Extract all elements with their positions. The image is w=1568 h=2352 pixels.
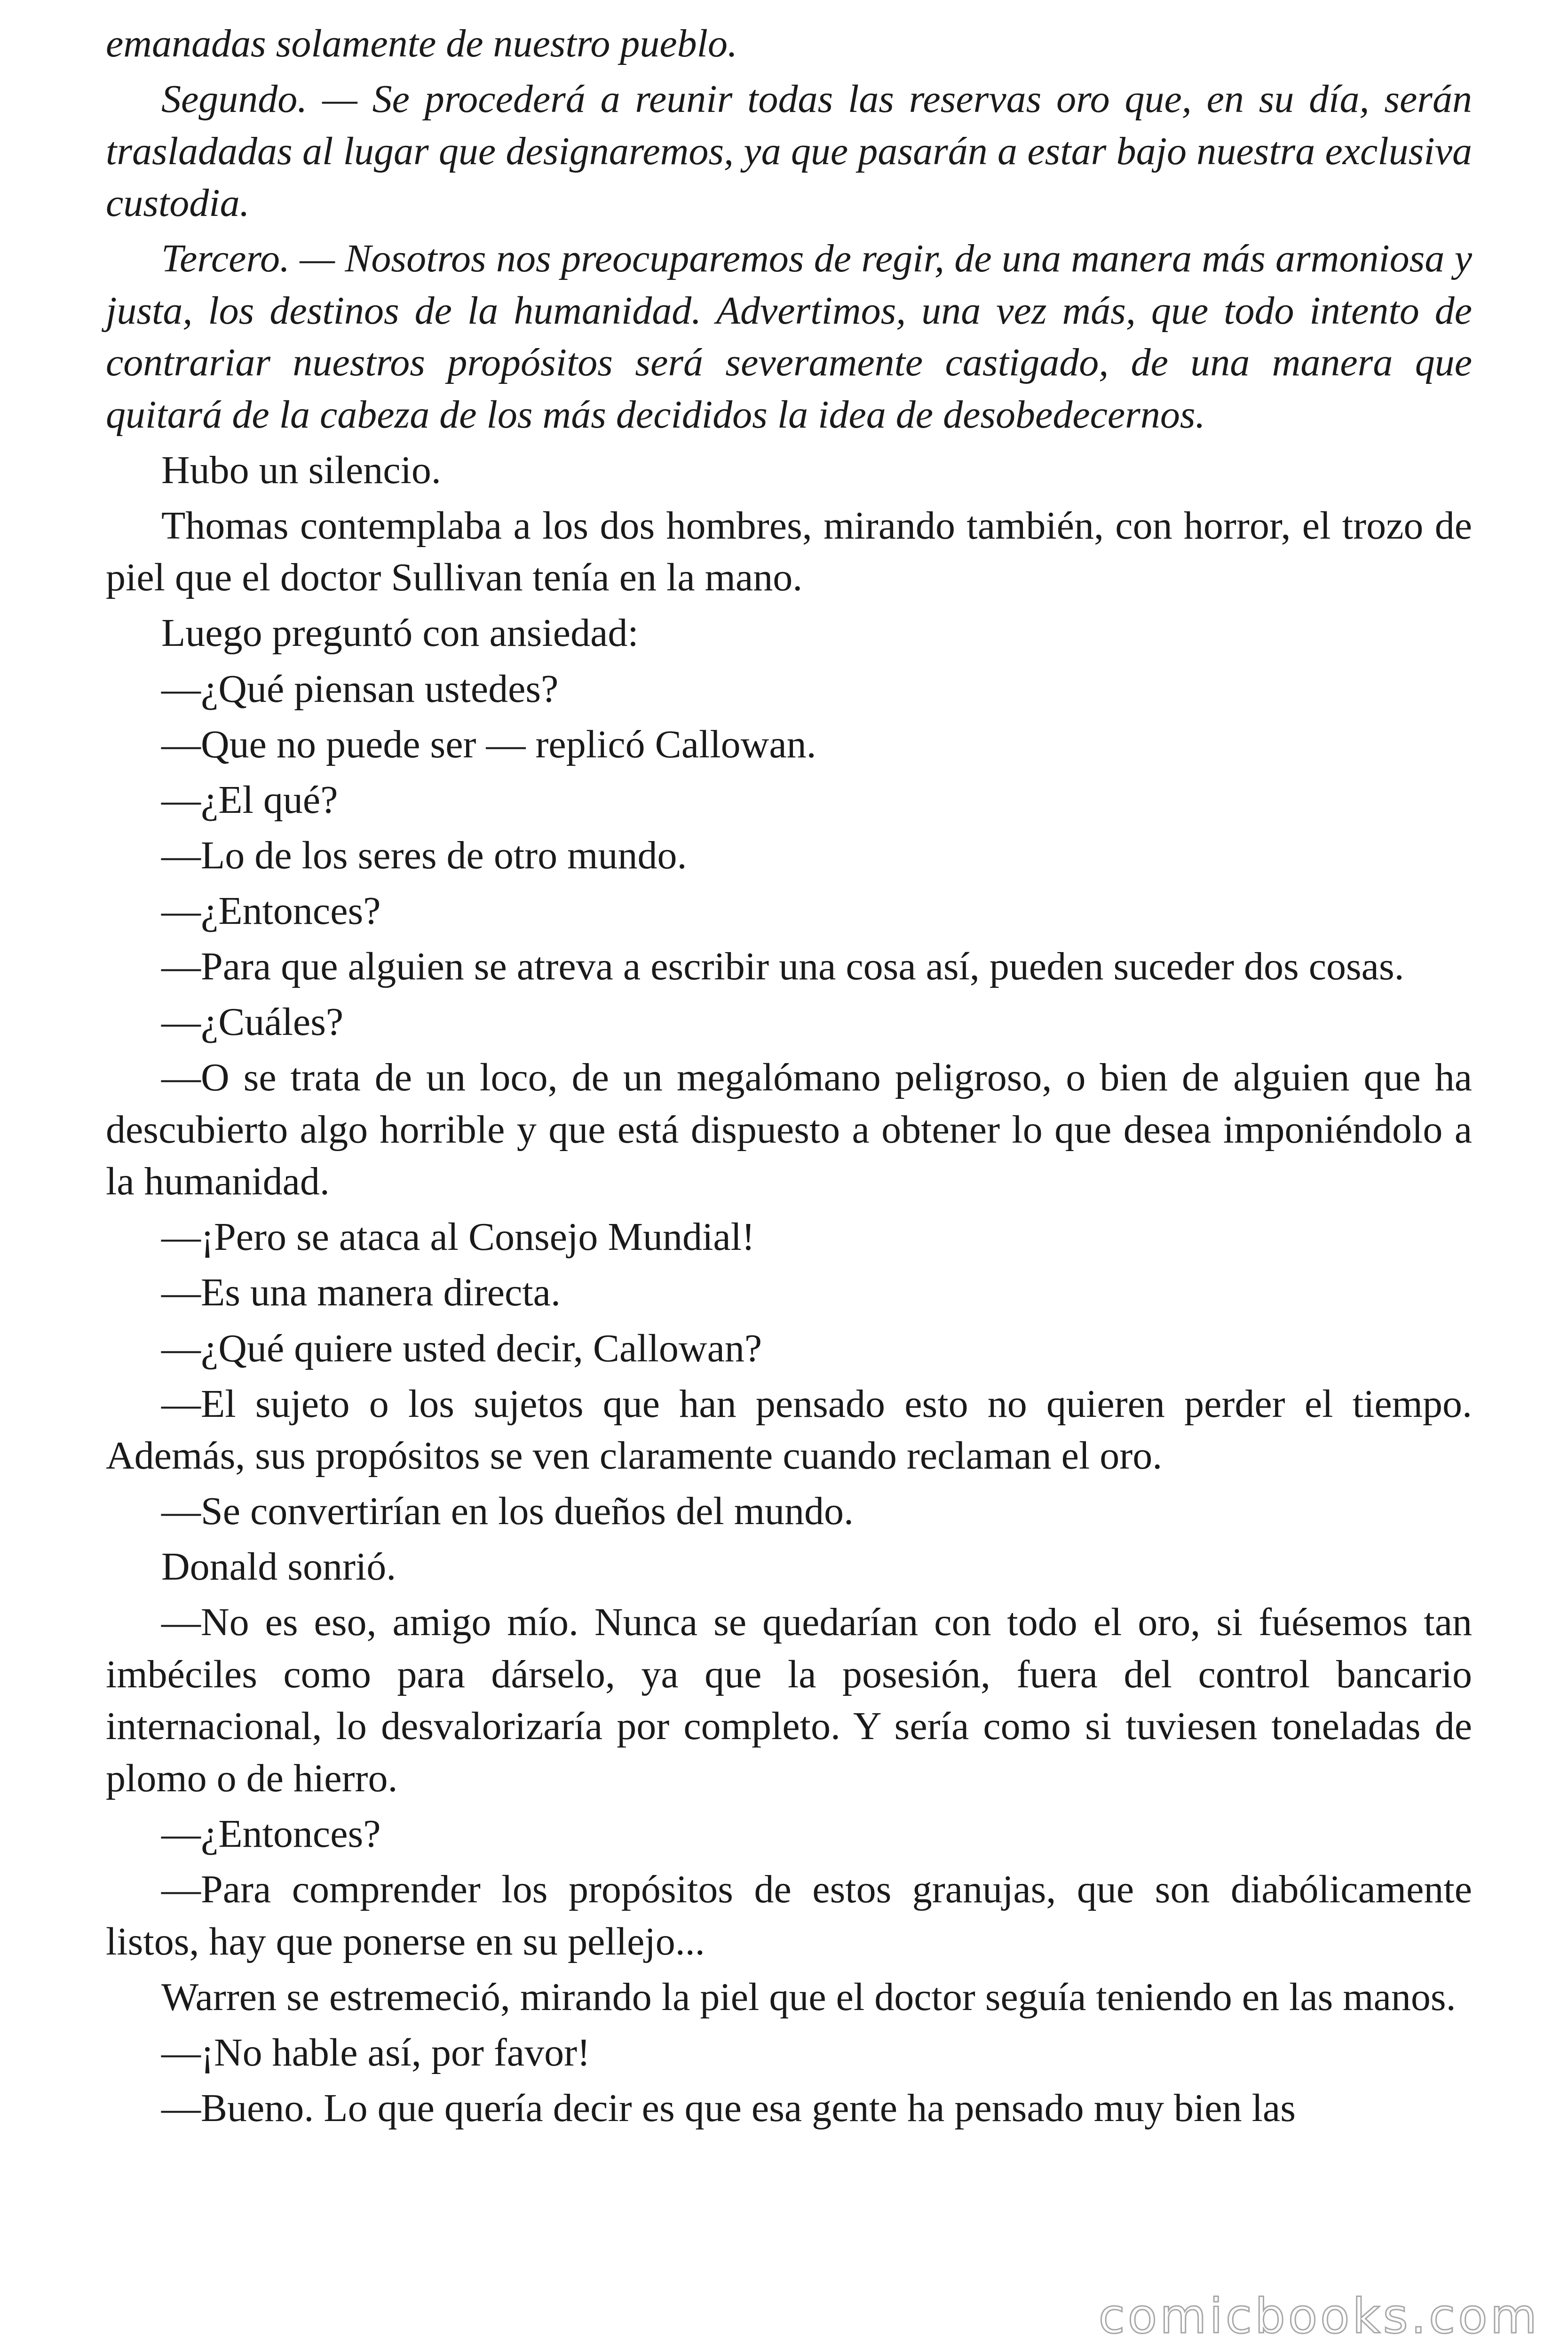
dialogue-line: —¡No hable así, por favor! [161,2030,591,2074]
dialogue-line: —¿El qué? [161,778,338,822]
dialogue-line: —¿Entonces? [161,889,381,933]
dialogue-line: —Se convertirían en los dueños del mundo. [161,1489,854,1534]
dialogue-line: —¿Entonces? [161,1812,381,1856]
dialogue-line: —¡Pero se ataca al Consejo Mundial! [161,1215,755,1259]
dialogue-line: —¿Qué quiere usted decir, Callowan? [161,1326,762,1370]
dialogue-line: —No es eso, amigo mío. Nunca se quedarían con todo el oro, si fuésemos tan imbéciles como para dárselo, ya que la posesión, fuera del control bancario internacional, lo desvalorizaría por completo. Y sería como si tuviesen toneladas de plomo o de hierro. [106,1600,1472,1800]
paragraph: Hubo un silencio. [161,448,441,492]
paragraph: Luego preguntó con ansiedad: [161,611,639,655]
dialogue-line: —Para comprender los propósitos de estos granujas, que son diabólicamente listos, hay que ponerse en su pellejo... [106,1867,1472,1963]
dialogue-line: —Lo de los seres de otro mundo. [161,833,687,877]
paragraph: Segundo. — Se procederá a reunir todas las reservas oro que, en su día, serán trasladadas al lugar que designaremos, ya que pasarán a estar bajo nuestra exclusiva custodia. [106,77,1472,225]
dialogue-line: —El sujeto o los sujetos que han pensado esto no quieren perder el tiempo. Además, sus propósitos se ven claramente cuando reclaman el oro. [106,1382,1472,1478]
dialogue-line: —O se trata de un loco, de un megalómano peligroso, o bien de alguien que ha descubierto algo horrible y que está dispuesto a obtener lo que desea imponiéndolo a la humanidad. [106,1056,1472,1204]
dialogue-line: —Que no puede ser — replicó Callowan. [161,722,816,766]
dialogue-line: —Bueno. Lo que quería decir es que esa gente ha pensado muy bien las [161,2086,1296,2130]
paragraph: Donald sonrió. [161,1545,396,1589]
book-page-text [106,18,1472,2138]
paragraph: emanadas solamente de nuestro pueblo. [106,22,738,65]
dialogue-line: —Para que alguien se atreva a escribir una cosa así, pueden suceder dos cosas. [161,945,1404,989]
paragraph: Warren se estremeció, mirando la piel que el doctor seguía teniendo en las manos. [161,1975,1456,2019]
dialogue-line: —¿Qué piensan ustedes? [161,667,559,711]
dialogue-line: —Es una manera directa. [161,1271,561,1315]
paragraph: Tercero. — Nosotros nos preocuparemos de regir, de una manera más armoniosa y justa, los destinos de la humanidad. Advertimos, una vez más, que todo intento de contrariar nuestros propósitos será severamente castigado, de una manera que quitará de la cabeza de los más decididos la idea de desobedecernos. [106,237,1472,437]
dialogue-line: —¿Cuáles? [161,1000,344,1044]
watermark-logo: comicbooks.com [1098,2288,1540,2344]
paragraph: Thomas contemplaba a los dos hombres, mirando también, con horror, el trozo de piel que el doctor Sullivan tenía en la mano. [106,503,1472,600]
